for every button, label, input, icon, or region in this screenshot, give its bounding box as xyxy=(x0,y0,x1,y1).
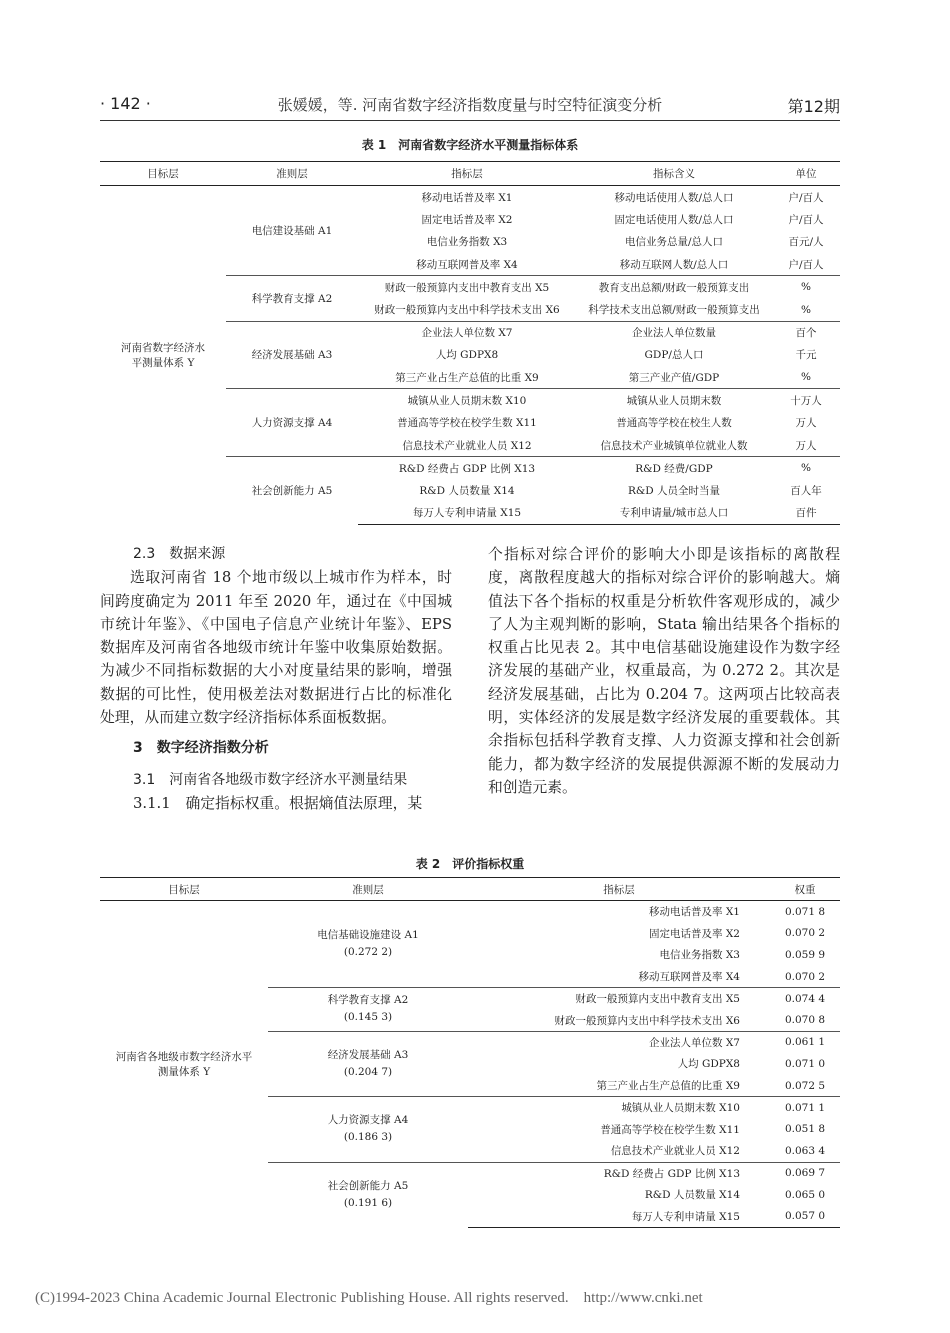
table2-header-target: 目标层 xyxy=(100,878,268,901)
table1-indicator-cell: 人均 GDPX8 xyxy=(435,349,499,362)
table1-criterion-cell: 经济发展基础 A3 xyxy=(226,321,358,389)
table2-weight-cell: 0.070 8 xyxy=(770,1009,840,1031)
page-number: · 142 · xyxy=(100,94,151,113)
section-2-3-heading: 2.3 数据来源 xyxy=(133,546,226,562)
table1-meaning-cell: 专利申请量/城市总人口 xyxy=(576,502,772,525)
table1-meaning-cell: GDP/总人口 xyxy=(644,349,704,362)
table1-indicator-cell: 固定电话普及率 X2 xyxy=(421,213,513,226)
table2-weight-cell: 0.051 8 xyxy=(784,1123,826,1136)
table1-indicator-cell: 电信业务指数 X3 xyxy=(426,236,508,249)
table2-indicator-cell: 信息技术产业就业人员 X12 xyxy=(468,1140,770,1162)
table1-indicator-cell: R&D 人员数量 X14 xyxy=(419,485,515,498)
table1-unit-cell: 百人年 xyxy=(790,485,822,498)
header-rule xyxy=(100,120,840,121)
table2-indicator-cell: 企业法人单位数 X7 xyxy=(649,1036,740,1049)
table2-indicator-cell: 移动电话普及率 X1 xyxy=(649,906,740,919)
table2-target-cell: 河南省各地级市数字经济水平测量体系 Y xyxy=(115,1051,253,1079)
table1-meaning-cell: R&D 经费/GDP xyxy=(635,462,713,475)
table2-weight-cell: 0.072 5 xyxy=(770,1075,840,1097)
table2-weight-cell: 0.074 4 xyxy=(784,992,826,1005)
table2-indicator-cell: 第三产业占生产总值的比重 X9 xyxy=(468,1075,770,1097)
table1-criterion-cell: 电信建设基础 A1 xyxy=(226,186,358,276)
right-column xyxy=(488,543,840,799)
table1-indicator-cell: 城镇从业人员期末数 X10 xyxy=(407,394,527,407)
table2-weight-cell: 0.057 0 xyxy=(770,1206,840,1228)
table1-meaning-cell: 固定电话使用人数/总人口 xyxy=(614,213,734,226)
table1-caption: 表 1 河南省数字经济水平测量指标体系 xyxy=(361,138,579,152)
table1-indicator-cell: 移动电话普及率 X1 xyxy=(421,191,513,204)
table2-criterion-name: 社会创新能力 A5 xyxy=(327,1180,409,1192)
table1-indicator-cell: 财政一般预算内支出中教育支出 X5 xyxy=(384,281,550,294)
running-header xyxy=(100,92,840,120)
section-3-heading: 3 数字经济指数分析 xyxy=(133,740,269,757)
table1-meaning-cell: 科学技术支出总额/财政一般预算支出 xyxy=(576,298,772,321)
table2-criterion-name: 经济发展基础 A3 xyxy=(327,1048,409,1061)
table1-meaning-cell: 第三产业产值/GDP xyxy=(576,366,772,389)
table1-indicator-cell: 信息技术产业就业人员 X12 xyxy=(358,434,576,457)
table1-header-criterion: 准则层 xyxy=(226,162,358,186)
table2-indicator-cell: 固定电话普及率 X2 xyxy=(649,927,740,940)
right-column-paragraph: 个指标对综合评价的影响大小即是该指标的离散程度，离散程度越大的指标对综合评价的影响越大。熵值法下各个指标的权重是分析软件客观形成的，减少了人为主观判断的影响，Stata 输出结果各个指标的权重占比见表 2。其中电信基础设施建设作为数字经济发展的基础产业，权重最高，为 0.272 2。其次是经济发展基础，占比为 0.204 7。这两项占比较高表明，实体经济的发展是数字经济发展的重要载体。其余指标包括科学教育支撑、人力资源支撑和社会创新能力，都为数字经济的发展提供源源不断的发展动力和创造元素。 xyxy=(488,546,840,796)
table1-header-indicator: 指标层 xyxy=(358,162,576,186)
table1-indicator-cell: 每万人专利申请量 X15 xyxy=(358,502,576,525)
table1-criterion-cell: 科学教育支撑 A2 xyxy=(226,276,358,321)
table2-criterion-cell xyxy=(268,1097,468,1162)
table1-unit-cell: 百元/人 xyxy=(788,236,824,249)
table2-caption: 表 2 评价指标权重 xyxy=(415,857,525,871)
issue-number: 第12期 xyxy=(787,97,840,116)
table2-criterion-name: 科学教育支撑 A2 xyxy=(327,994,409,1007)
table-row xyxy=(100,901,840,923)
table1-meaning-cell: 电信业务总量/总人口 xyxy=(624,236,724,249)
table2-header-indicator: 指标层 xyxy=(468,878,770,901)
section-3-1-1-paragraph: 3.1.1 确定指标权重。根据熵值法原理，某 xyxy=(133,794,423,812)
table1-meaning-cell: R&D 人员全时当量 xyxy=(627,485,720,498)
table2-criterion-weight: (0.272 2) xyxy=(343,946,393,959)
table1-meaning-cell: 普通高等学校在校生人数 xyxy=(616,417,732,430)
table2-criterion-cell xyxy=(268,1162,468,1227)
table2-weight-cell: 0.070 2 xyxy=(770,966,840,988)
table1-criterion-cell: 社会创新能力 A5 xyxy=(251,485,333,498)
table1-unit-cell: % xyxy=(772,366,840,389)
section-3-1-heading: 3.1 河南省各地级市数字经济水平测量结果 xyxy=(133,771,408,788)
table1-indicator-cell: 普通高等学校在校学生数 X11 xyxy=(397,417,537,430)
table2-weight-cell: 0.070 2 xyxy=(784,927,826,940)
table1-meaning-cell: 移动电话使用人数/总人口 xyxy=(614,191,734,204)
table2-indicator-cell: 普通高等学校在校学生数 X11 xyxy=(600,1123,740,1136)
table2-weight-cell: 0.059 9 xyxy=(784,948,826,961)
table2-header-criterion: 准则层 xyxy=(268,878,468,901)
table1-unit-cell: % xyxy=(801,281,811,294)
table1-unit-cell: 百件 xyxy=(772,502,840,525)
table1-unit-cell: 千元 xyxy=(795,349,817,362)
table1-unit-cell: 户/百人 xyxy=(788,191,824,204)
table1-header-meaning: 指标含义 xyxy=(576,162,772,186)
table1-unit-cell: 万人 xyxy=(795,417,817,430)
copyright-footer: (C)1994-2023 China Academic Journal Electronic Publishing House. All rights reserved. http://www.cnki.net xyxy=(35,1290,703,1306)
table1-unit-cell: 万人 xyxy=(772,434,840,457)
table2-weight-cell: 0.061 1 xyxy=(784,1036,826,1049)
table1-meaning-cell: 移动互联网人数/总人口 xyxy=(576,253,772,276)
table2-criterion-weight: (0.204 7) xyxy=(343,1065,393,1078)
left-column xyxy=(100,543,452,815)
table2-criterion-cell xyxy=(268,1031,468,1096)
table2-indicator-cell: 财政一般预算内支出中教育支出 X5 xyxy=(575,993,740,1006)
table2-indicator-cell: R&D 人员数量 X14 xyxy=(644,1189,740,1202)
table2-weight-cell: 0.065 0 xyxy=(784,1188,826,1201)
table2-indicator-cell: R&D 经费占 GDP 比例 X13 xyxy=(603,1167,740,1180)
table1-unit-cell: 户/百人 xyxy=(772,253,840,276)
table2-criterion-weight: (0.191 6) xyxy=(343,1197,393,1209)
table1-unit-cell: % xyxy=(801,462,811,475)
table1-meaning-cell: 信息技术产业城镇单位就业人数 xyxy=(576,434,772,457)
table1-indicator-cell: 第三产业占生产总值的比重 X9 xyxy=(358,366,576,389)
table1-unit-cell: 户/百人 xyxy=(788,213,824,226)
table2-criterion-cell xyxy=(268,901,468,988)
table2-weight-cell: 0.069 7 xyxy=(784,1167,826,1180)
table2-criterion-weight: (0.186 3) xyxy=(343,1131,393,1144)
table1-unit-cell: 十万人 xyxy=(790,394,822,407)
table2-indicator-cell: 每万人专利申请量 X15 xyxy=(468,1206,770,1228)
table2-weight-cell: 0.063 4 xyxy=(770,1140,840,1162)
table1-meaning-cell: 城镇从业人员期末数 xyxy=(626,394,722,407)
table1-unit-cell: % xyxy=(772,298,840,321)
table2-indicator-cell: 城镇从业人员期末数 X10 xyxy=(621,1102,740,1115)
table1 xyxy=(100,161,840,525)
table2-indicator-cell: 财政一般预算内支出中科学技术支出 X6 xyxy=(468,1009,770,1031)
table1-target-cell: 河南省数字经济水平测量体系 Y xyxy=(121,342,205,370)
table-row xyxy=(100,186,840,209)
table1-indicator-cell: 企业法人单位数 X7 xyxy=(421,327,513,340)
table1-indicator-cell: R&D 经费占 GDP 比例 X13 xyxy=(398,462,536,475)
table2-indicator-cell: 人均 GDPX8 xyxy=(677,1058,740,1071)
table2-criterion-weight: (0.145 3) xyxy=(343,1011,393,1024)
table2 xyxy=(100,877,840,1228)
section-2-3-paragraph: 选取河南省 18 个地市级以上城市作为样本，时间跨度确定为 2011 年至 2020 年，通过在《中国城市统计年鉴》、《中国电子信息产业统计年鉴》、EPS 数据库及河南省各地级市统计年鉴中收集原始数据。为减少不同指标数据的大小对度量结果的影响，增强数据的可比性，使用极差法对数据进行占比的标准化处理，从而建立数字经济指标体系面板数据。 xyxy=(100,569,452,727)
table2-weight-cell: 0.071 0 xyxy=(784,1057,826,1070)
table2-weight-cell: 0.071 8 xyxy=(784,905,826,918)
table2-criterion-name: 电信基础设施建设 A1 xyxy=(317,929,419,942)
table2-indicator-cell: 移动互联网普及率 X4 xyxy=(468,966,770,988)
table2-indicator-cell: 电信业务指数 X3 xyxy=(659,949,740,962)
table2-weight-cell: 0.071 1 xyxy=(784,1101,826,1114)
table1-header-target: 目标层 xyxy=(100,162,226,186)
table1-unit-cell: 百个 xyxy=(795,327,817,340)
table2-criterion-name: 人力资源支撑 A4 xyxy=(327,1114,409,1127)
table2-criterion-cell xyxy=(268,988,468,1032)
table1-meaning-cell: 企业法人单位数量 xyxy=(632,327,716,340)
table1-header-unit: 单位 xyxy=(772,162,840,186)
table2-header-weight: 权重 xyxy=(770,878,840,901)
running-title: 张媛媛，等. 河南省数字经济指数度量与时空特征演变分析 xyxy=(277,96,663,114)
table1-meaning-cell: 教育支出总额/财政一般预算支出 xyxy=(598,281,750,294)
table1-indicator-cell: 财政一般预算内支出中科学技术支出 X6 xyxy=(358,298,576,321)
table1-criterion-cell: 人力资源支撑 A4 xyxy=(226,389,358,457)
table1-indicator-cell: 移动互联网普及率 X4 xyxy=(358,253,576,276)
